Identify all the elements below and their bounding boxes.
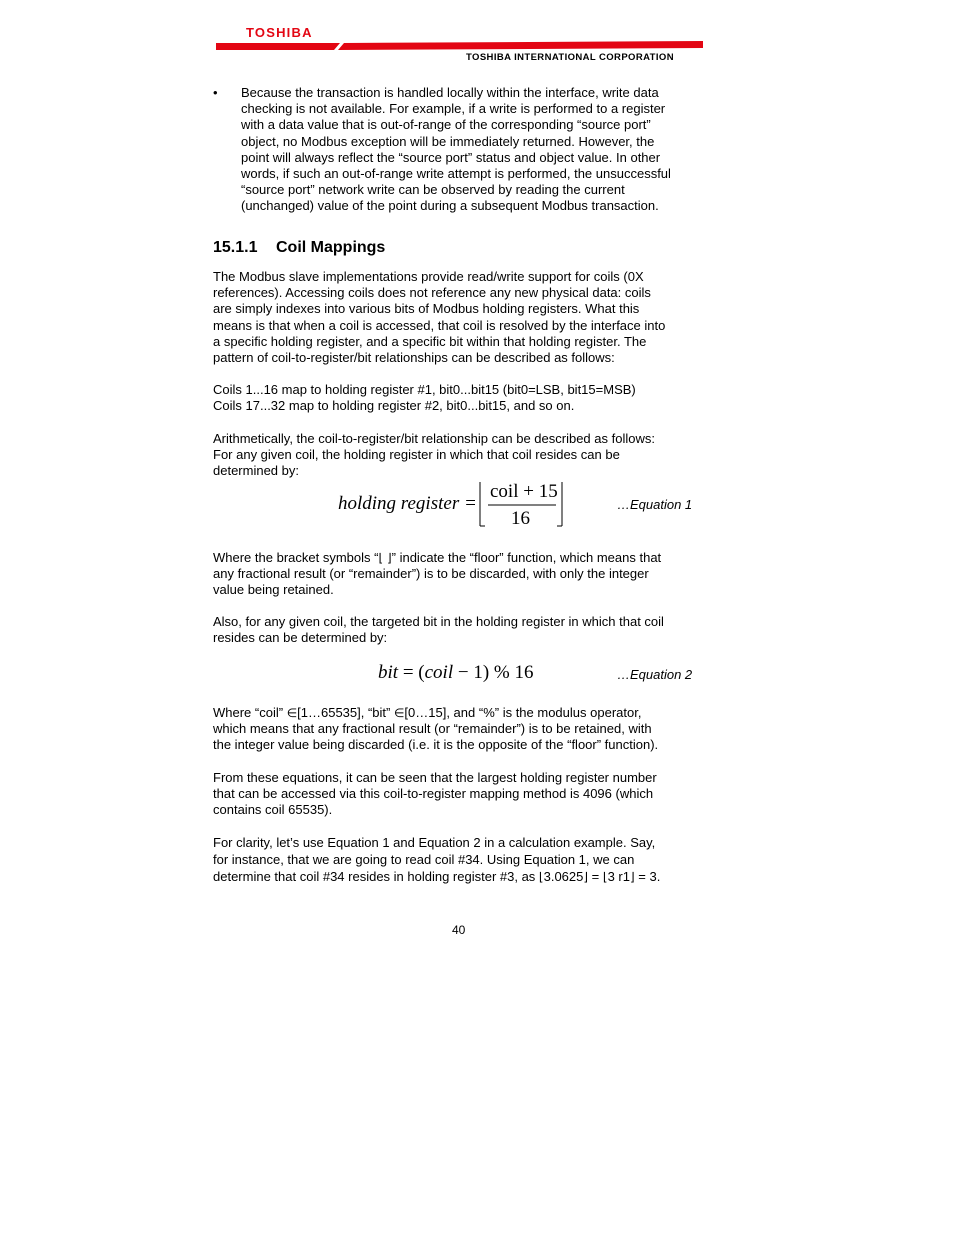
floor-left-bracket: ⌊	[538, 870, 544, 884]
paragraph-arithmetic	[213, 431, 708, 480]
text-line: resides can be determined by:	[213, 630, 388, 646]
floor-value: 3 r1	[607, 869, 630, 884]
floor-left-bracket: ⌊	[602, 870, 608, 884]
element-of-symbol: ∈	[393, 706, 405, 720]
text-line: The Modbus slave implementations provide read/write support for coils (0X	[213, 269, 644, 284]
paragraph-example	[213, 834, 708, 886]
text-line: For clarity, let’s use Equation 1 and Equation 2 in a calculation example. Say,	[213, 835, 656, 850]
text-line: For any given coil, the holding register in which that coil resides can be	[213, 447, 620, 463]
text-line: means is that when a coil is accessed, that coil is resolved by the interface into	[213, 317, 666, 333]
floor-right-bracket: ⌋	[583, 870, 589, 884]
bullet-symbol: •	[213, 85, 218, 100]
paragraph-modulus-explanation	[213, 705, 708, 754]
text-fragment: determine that coil #34 resides in holding register #3, as	[213, 869, 539, 884]
section-number: 15.1.1	[213, 239, 258, 256]
text-fragment: ” indicate the “floor” function, which means that	[391, 550, 662, 565]
text-line: contains coil 65535).	[213, 802, 333, 818]
equation-2	[378, 662, 533, 684]
text-line: references). Accessing coils does not reference any new physical data: coils	[213, 285, 651, 301]
paragraph-bit-intro	[213, 614, 708, 646]
text-line: Coils 1...16 map to holding register #1, bit0...bit15 (bit0=LSB, bit15=MSB)	[213, 382, 636, 397]
text-line: checking is not available. For example, if a write is performed to a register	[241, 101, 666, 117]
equation-1-denominator: 16	[511, 508, 530, 529]
corporation-name: TOSHIBA INTERNATIONAL CORPORATION	[466, 52, 674, 63]
floor-value: 3.0625	[543, 869, 584, 884]
text-line: that can be accessed via this coil-to-register mapping method is 4096 (which	[213, 786, 654, 802]
text-fragment: = 3.	[634, 869, 661, 884]
text-line: From these equations, it can be seen that the largest holding register number	[213, 770, 657, 785]
paragraph-coil-ranges	[213, 382, 708, 414]
text-fragment: [1…65535], “bit”	[297, 705, 394, 720]
text-line: the integer value being discarded (i.e. it is the opposite of the “floor” function).	[213, 737, 659, 753]
text-line: “source port” network write can be observed by reading the current	[241, 182, 625, 198]
text-line: for instance, that we are going to read coil #34. Using Equation 1, we can	[213, 852, 635, 867]
paragraph-floor-explanation	[213, 550, 708, 599]
section-title: Coil Mappings	[276, 239, 386, 256]
text-line	[213, 868, 708, 886]
text-fragment: =	[588, 869, 603, 884]
floor-right-bracket: ⌋	[629, 870, 635, 884]
element-of-symbol: ∈	[286, 706, 298, 720]
page-number: 40	[452, 923, 466, 937]
equation-1	[338, 478, 578, 534]
text-line: Also, for any given coil, the targeted bit in the holding register in which that coil	[213, 614, 664, 629]
equation-2-rhs-a: = (	[398, 662, 425, 683]
text-line: any fractional result (or “remainder”) is to be discarded, with only the integer	[213, 566, 649, 582]
equation-2-rhs-b: − 1) % 16	[453, 662, 534, 683]
header-red-bar	[0, 0, 954, 60]
text-line: which means that any fractional result (or “remainder”) is to be retained, with	[213, 721, 652, 737]
text-line: pattern of coil-to-register/bit relationships can be described as follows:	[213, 350, 615, 366]
paragraph-largest-register	[213, 770, 708, 819]
bullet-text	[241, 85, 707, 215]
text-line: Because the transaction is handled locally within the interface, write data	[241, 85, 659, 100]
equation-2-label: …Equation 2	[617, 667, 693, 682]
equation-1-numerator: coil + 15	[490, 481, 558, 502]
text-line: words, if such an out-of-range write attempt is performed, the unsuccessful	[241, 166, 671, 182]
floor-symbol: ⌊ ⌋	[378, 551, 392, 565]
text-line: a specific holding register, and a specific bit within that holding register. The	[213, 333, 647, 349]
equation-1-label: …Equation 1	[617, 497, 693, 512]
text-fragment: Where the bracket symbols “	[213, 550, 379, 565]
text-line: value being retained.	[213, 582, 334, 598]
text-line: are simply indexes into various bits of Modbus holding registers. What this	[213, 301, 640, 317]
paragraph-coil-intro	[213, 269, 708, 366]
toshiba-logo: TOSHIBA	[246, 25, 313, 40]
text-line: point will always reflect the “source port” status and object value. In other	[241, 149, 661, 165]
text-line: Coils 17...32 map to holding register #2, bit0...bit15, and so on.	[213, 398, 575, 414]
text-line: Arithmetically, the coil-to-register/bit relationship can be described as follows:	[213, 431, 655, 446]
equation-2-coil: coil	[424, 662, 454, 683]
text-line: object, no Modbus exception will be immediately returned. However, the	[241, 133, 655, 149]
text-line: with a data value that is out-of-range of the corresponding “source port”	[241, 117, 651, 133]
equation-2-lhs: bit	[378, 662, 399, 683]
text-line: (unchanged) value of the point during a subsequent Modbus transaction.	[241, 198, 659, 214]
text-line	[213, 705, 708, 721]
text-line	[213, 550, 708, 566]
text-fragment: [0…15], and “%” is the modulus operator,	[404, 705, 642, 720]
section-heading	[213, 238, 385, 258]
text-line: determined by:	[213, 463, 299, 479]
equation-1-lhs: holding register =	[338, 493, 477, 514]
text-fragment: Where “coil”	[213, 705, 287, 720]
